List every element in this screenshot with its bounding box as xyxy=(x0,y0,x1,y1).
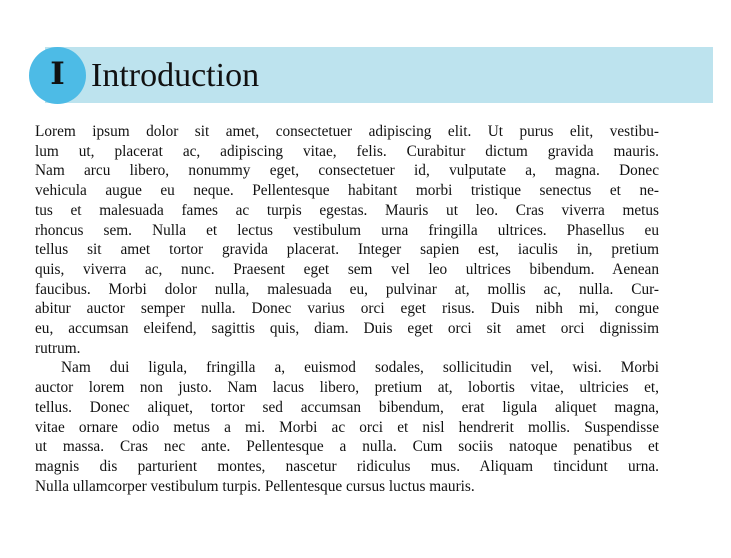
text-line: eu, accumsan eleifend, sagittis quis, diam. Duis eget orci sit amet orci dignissim xyxy=(35,320,659,338)
text-line: tus et malesuada fames ac turpis egestas. Mauris ut leo. Cras viverra metus xyxy=(35,201,659,219)
section-body xyxy=(35,122,659,496)
text-line: Lorem ipsum dolor sit amet, consectetuer adipiscing elit. Ut purus elit, vestibu- xyxy=(35,123,659,140)
text-line: quis, viverra ac, nunc. Praesent eget sem vel leo ultrices bibendum. Aenean xyxy=(35,260,659,278)
section-title: Introduction xyxy=(91,57,260,94)
text-line: lum ut, placerat ac, adipiscing vitae, felis. Curabitur dictum gravida mauris. xyxy=(35,142,659,160)
text-line: Nulla ullamcorper vestibulum turpis. Pellentesque cursus luctus mauris. xyxy=(35,477,475,495)
paragraph-2 xyxy=(35,358,659,496)
text-line: tellus. Donec aliquet, tortor sed accumsan bibendum, erat ligula aliquet magna, xyxy=(35,398,659,416)
text-line: Nam dui ligula, fringilla a, euismod sodales, sollicitudin vel, wisi. Morbi xyxy=(61,359,659,377)
text-line: abitur auctor semper nulla. Donec varius orci eget risus. Duis nibh mi, congue xyxy=(35,300,659,318)
text-line: ut massa. Cras nec ante. Pellentesque a nulla. Cum sociis natoque penatibus et xyxy=(35,438,659,456)
section-number-badge xyxy=(29,47,86,104)
paragraph-1 xyxy=(35,122,659,358)
text-line: faucibus. Morbi dolor nulla, malesuada eu, pulvinar at, mollis ac, nulla. Cur- xyxy=(35,280,659,298)
section-number: I xyxy=(50,56,65,92)
text-line: vitae ornare odio metus a mi. Morbi ac orci et nisl hendrerit mollis. Suspendisse xyxy=(35,418,659,436)
text-line: rutrum. xyxy=(35,339,81,357)
text-line: magnis dis parturient montes, nascetur ridiculus mus. Aliquam tincidunt urna. xyxy=(35,457,659,475)
text-line: Nam arcu libero, nonummy eget, consectetuer id, vulputate a, magna. Donec xyxy=(35,162,659,180)
text-line: vehicula augue eu neque. Pellentesque habitant morbi tristique senectus et ne- xyxy=(35,182,659,200)
text-line: auctor lorem non justo. Nam lacus libero, pretium at, lobortis vitae, ultricies et, xyxy=(35,379,659,397)
text-line: rhoncus sem. Nulla et lectus vestibulum urna fringilla ultrices. Phasellus eu xyxy=(35,221,659,239)
text-line: tellus sit amet tortor gravida placerat. Integer sapien est, iaculis in, pretium xyxy=(35,241,659,259)
